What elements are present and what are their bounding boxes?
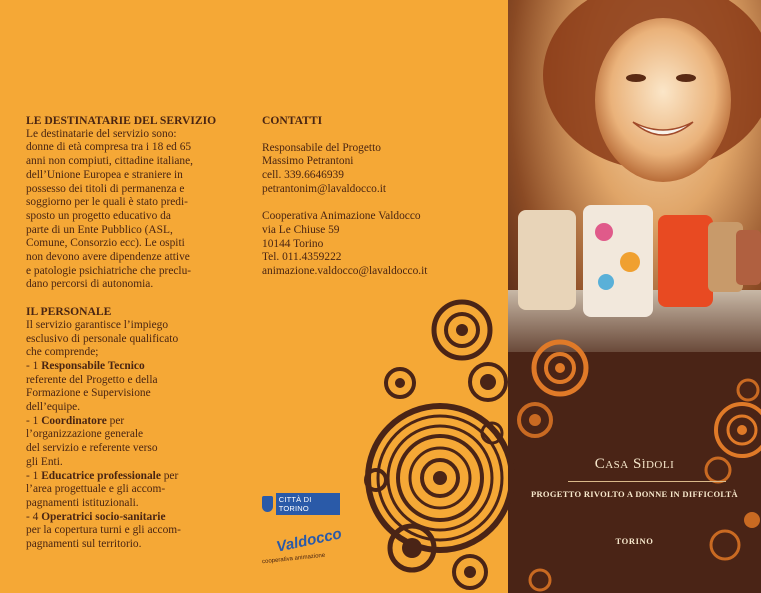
org-city: 10144 Torino [262,237,324,250]
cover-city: TORINO [615,536,654,546]
destinatarie-text: Le destinatarie del servizio sono: donne di età compresa tra i 18 ed 65 anni non compiuti, cittadine italiane, dell’Unione Europea e straniere in possesso dei titoli di permanenza e soggiorno per le quali è stato predi- sposto un progetto educativo da parte di un Ente Pubblico (ASL, Comune, Consorzio ecc). Le ospiti non devono avere dipendenze attive e patologie psichiatriche che preclu- dano percorsi di autonomia. [26,127,194,291]
valdocco-logo-caption: cooperativa animazione [261,552,326,566]
org-phone: Tel. 011.4359222 [262,251,342,264]
contact-phone: cell. 339.6646939 [262,169,344,182]
citta-di-torino-logo: CITTÀ DI TORINO [262,494,340,514]
cover-divider [568,481,726,482]
org-email[interactable]: animazione.valdocco@lavaldocco.it [262,265,428,278]
personale-text: Il servizio garantisce l’impiego esclusivo di personale qualificato che comprende; - 1 Responsabile Tecnico referente del Progetto e della Formazione e Supervisione dell’equipe. - 1 Coordinatore per l’organizzazione generale del servizio e referente verso gli Enti. - 1 Educatrice professionale per l’area progettuale e gli accom- pagnamenti istituzionali. - 4 Operatrici socio-sanitarie per la copertura turni e gli accom- pagnamenti sul territorio. [26,318,181,551]
valdocco-logo: Valdocco cooperativa animazione [261,525,344,566]
org-street: via Le Chiuse 59 [262,223,340,236]
cover-title: Casa Sìdoli [594,456,675,472]
personale-heading: IL PERSONALE [26,305,112,319]
cover-subtitle: PROGETTO RIVOLTO A DONNE IN DIFFICOLTÀ [530,489,739,499]
contact-role: Responsabile del Progetto [262,141,381,154]
contact-name: Massimo Petrantoni [262,155,354,168]
contact-email[interactable]: petrantonim@lavaldocco.it [262,182,387,195]
contatti-heading: CONTATTI [262,114,323,127]
destinatarie-heading: LE DESTINATARIE DEL SERVIZIO [26,114,217,127]
org-name: Cooperativa Animazione Valdocco [262,210,421,223]
